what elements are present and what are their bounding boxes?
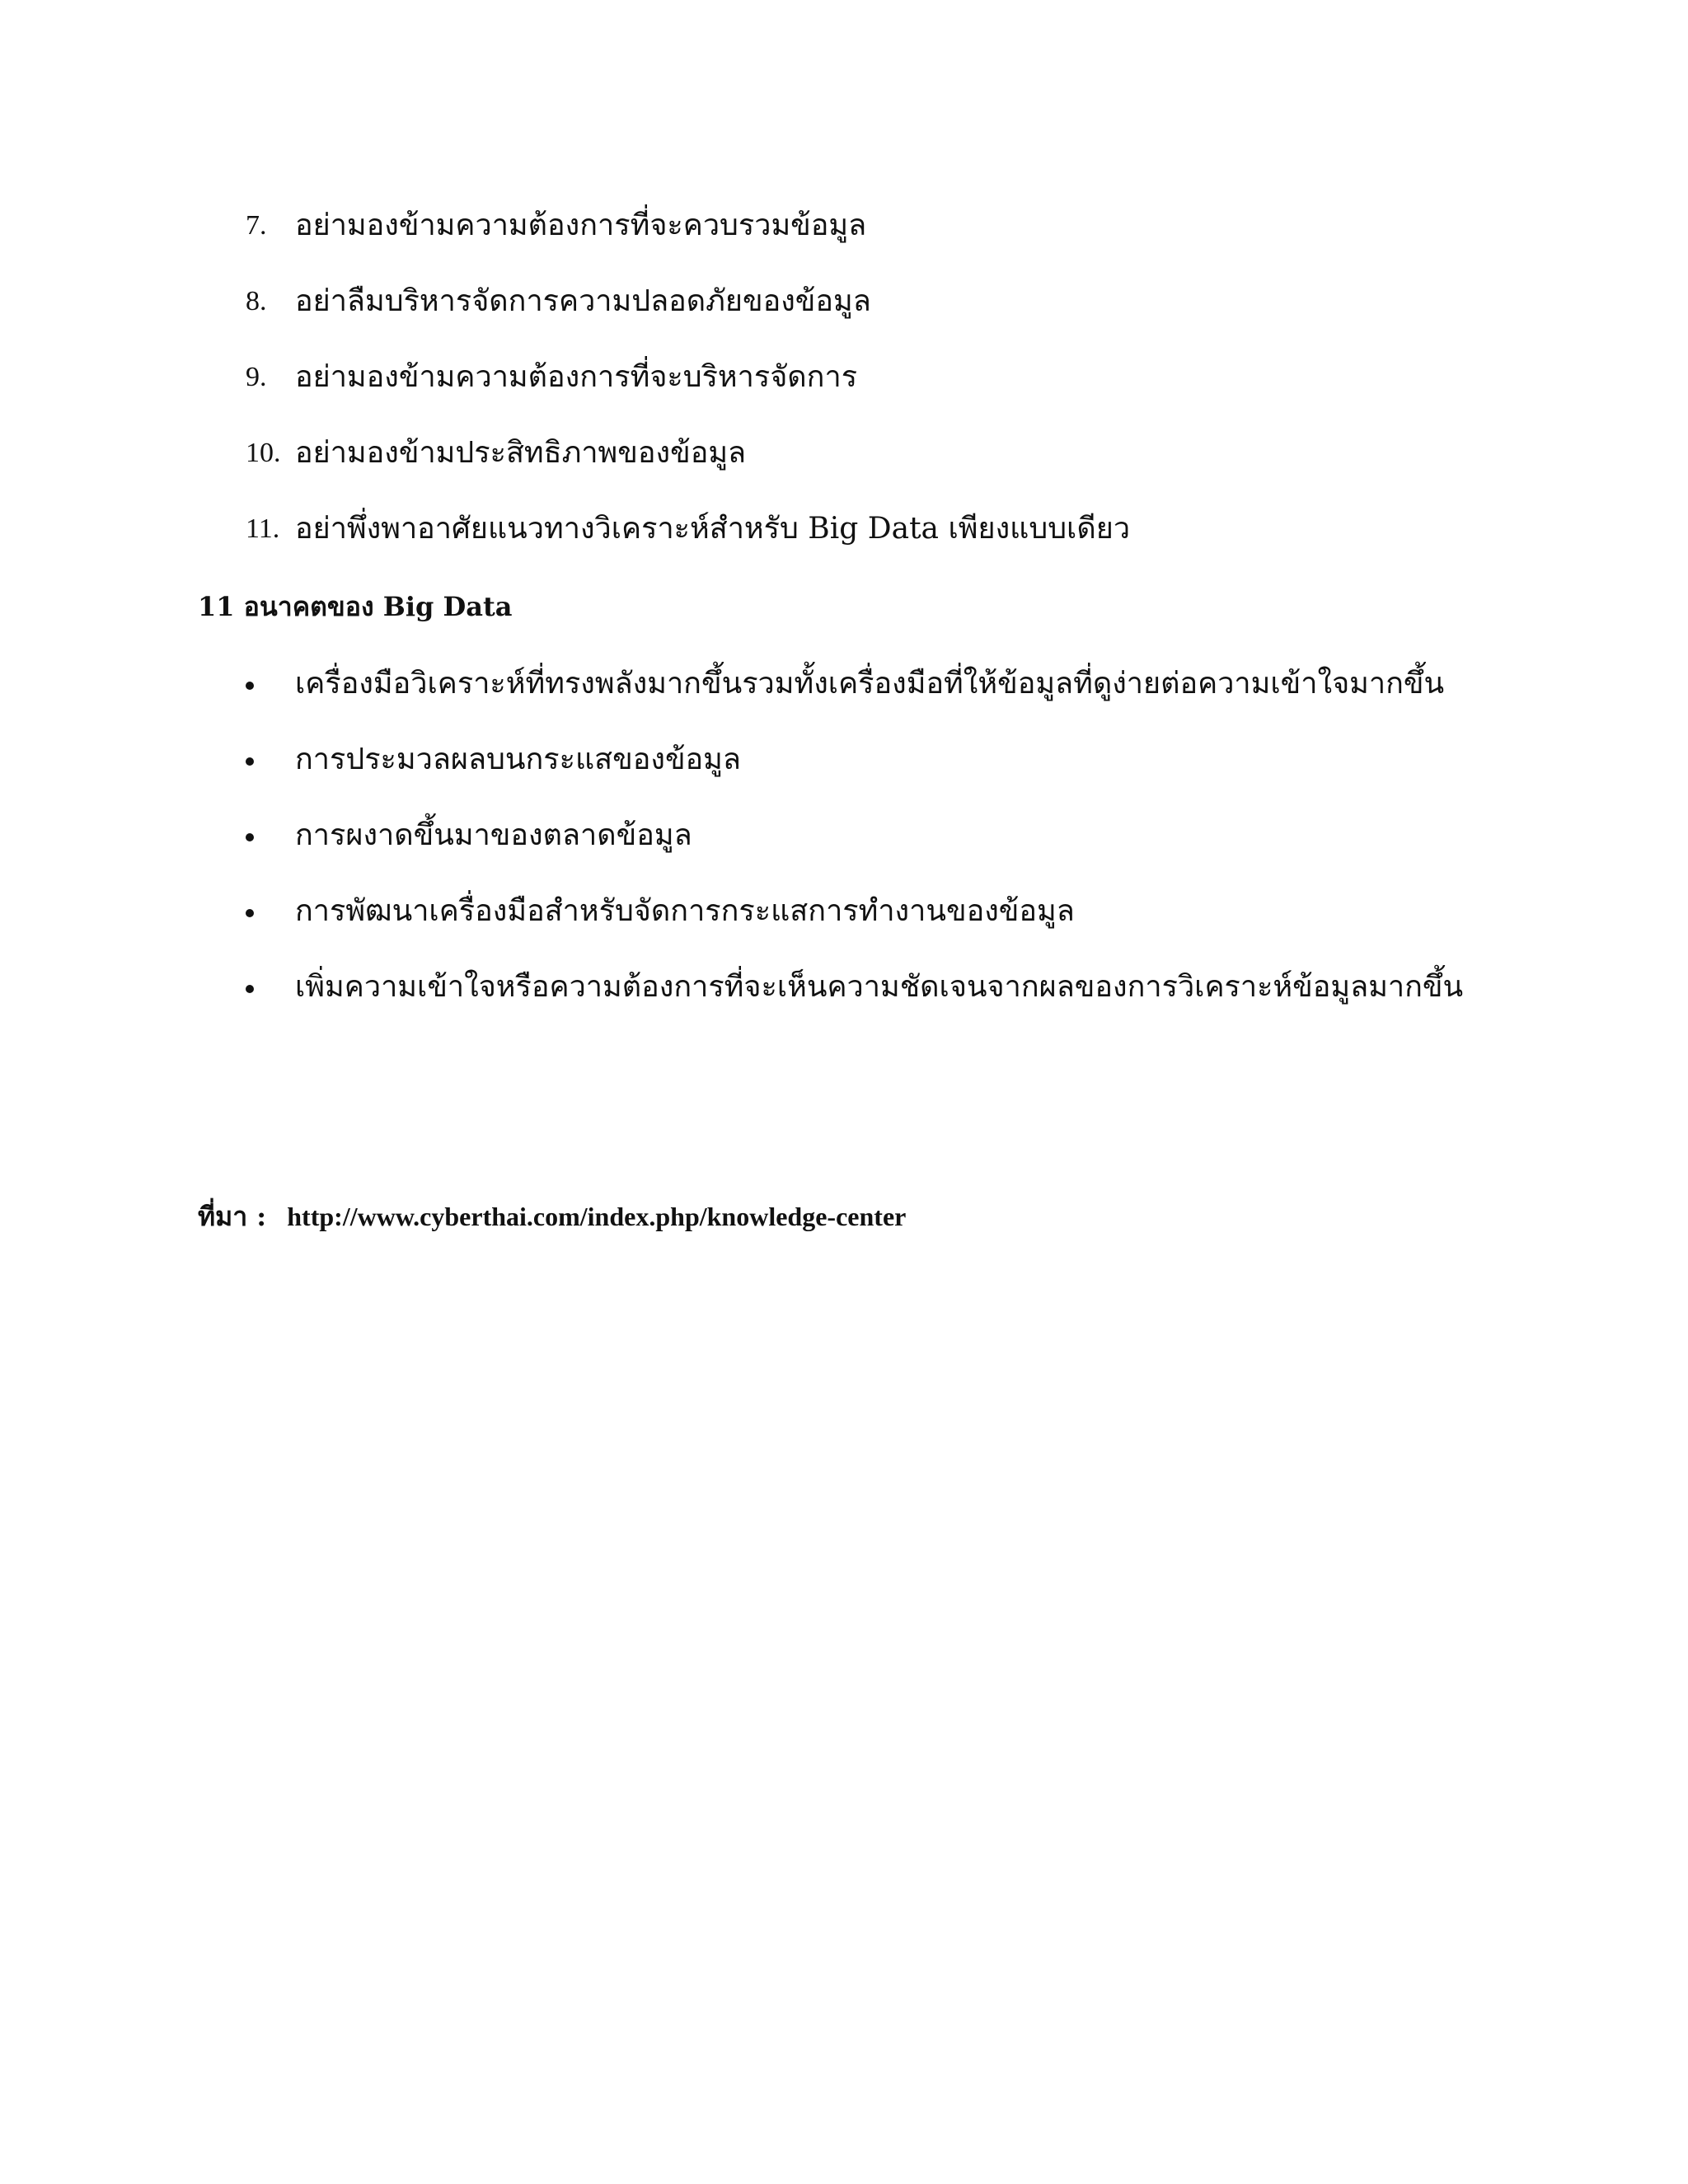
list-item-number: 8. [246, 286, 267, 316]
list-item-text: อย่ามองข้ามประสิทธิภาพของข้อมูล [295, 436, 747, 470]
list-item-number: 9. [246, 362, 267, 392]
bullet-item-text: การผงาดขึ้นมาของตลาดข้อมูล [295, 818, 692, 852]
bullet-item-text: การพัฒนาเครื่องมือสำหรับจัดการกระแสการทำงานของข้อมูล [295, 894, 1075, 928]
list-item-text: อย่ามองข้ามความต้องการที่จะบริหารจัดการ [295, 360, 858, 394]
bullet-icon [246, 682, 254, 690]
list-item-number: 7. [246, 210, 267, 241]
list-item-text: อย่าพึ่งพาอาศัยแนวทางวิเคราะห์สำหรับ Big Data เพียงแบบเดียว [295, 512, 1131, 546]
bullet-icon [246, 909, 254, 917]
bullet-item-text: การประมวลผลบนกระแสของข้อมูล [295, 743, 741, 776]
list-item-number: 11. [246, 513, 280, 544]
source-url: http://www.cyberthai.com/index.php/knowledge-center [287, 1202, 907, 1231]
bullet-icon [246, 757, 254, 766]
source-label: ที่มา : [198, 1201, 267, 1232]
section-heading: 11 อนาคตของ Big Data [198, 591, 513, 622]
list-item-text: อย่ามองข้ามความต้องการที่จะควบรวมข้อมูล [295, 209, 867, 242]
bullet-item-text: เครื่องมือวิเคราะห์ที่ทรงพลังมากขึ้นรวมทั้งเครื่องมือที่ให้ข้อมูลที่ดูง่ายต่อความเข้าใจมากขึ้น [295, 667, 1445, 701]
source-citation [198, 1193, 906, 1240]
bullet-icon [246, 985, 254, 993]
bullet-item-text: เพิ่มความเข้าใจหรือความต้องการที่จะเห็นความชัดเจนจากผลของการวิเคราะห์ข้อมูลมากขึ้น [295, 970, 1464, 1004]
list-item-text: อย่าลืมบริหารจัดการความปลอดภัยของข้อมูล [295, 284, 871, 318]
bullet-icon [246, 833, 254, 841]
list-item-number: 10. [246, 438, 281, 468]
